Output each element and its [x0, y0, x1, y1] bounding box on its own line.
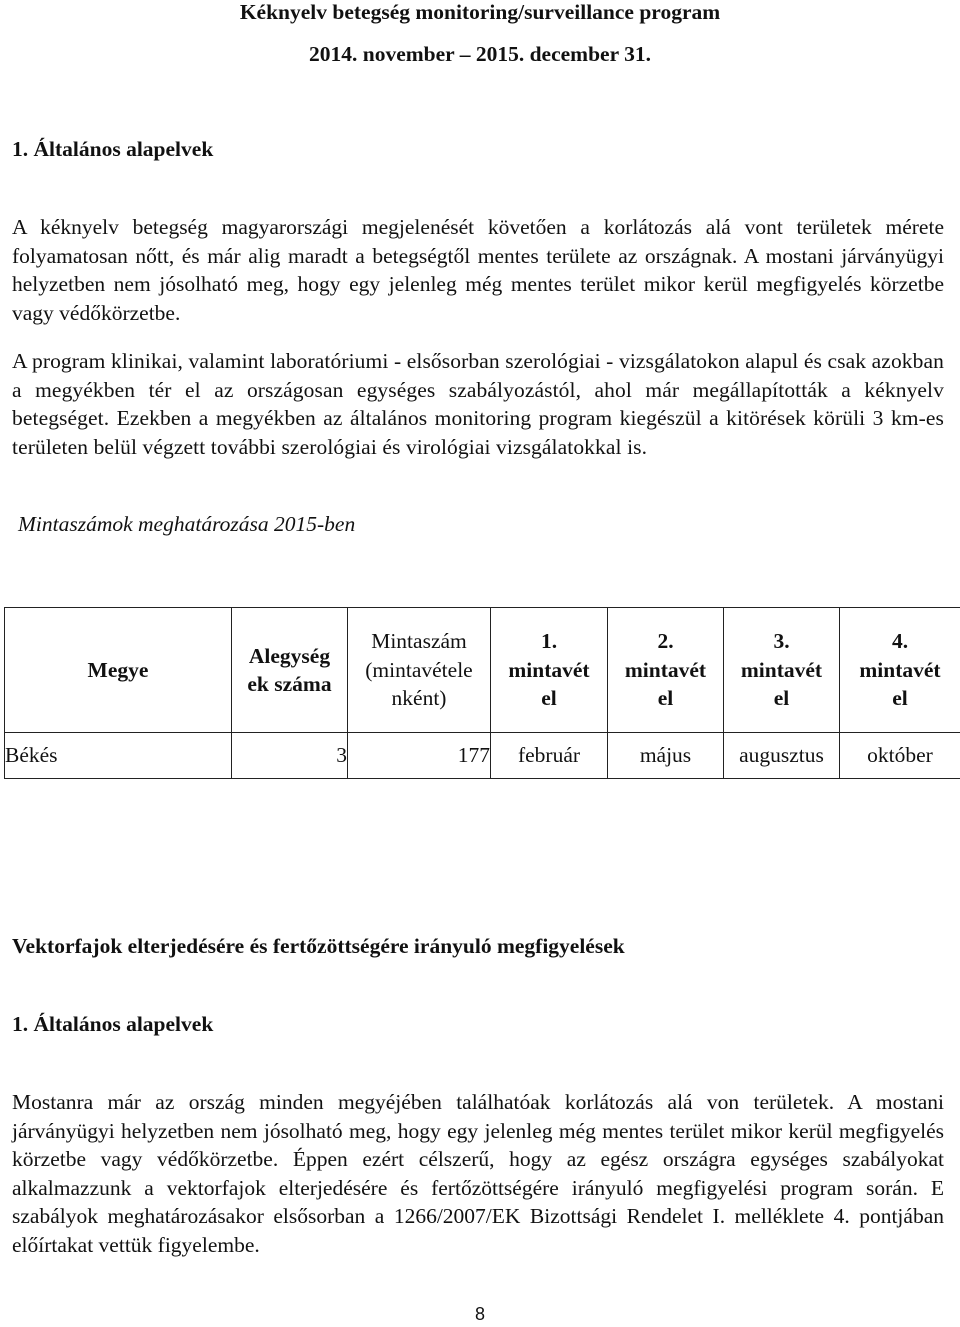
document-title: Kéknyelv betegség monitoring/surveillance program: [239, 0, 721, 24]
table-row: [5, 733, 960, 779]
table-header-row: [5, 608, 960, 733]
cell-sampling-4: október: [840, 733, 960, 779]
header-units: Alegység ek száma: [232, 608, 348, 733]
cell-samples: 177: [348, 733, 491, 779]
paragraph: A kéknyelv betegség magyarországi megjelenését követően a korlátozás alá vont területek mérete folyamatosan nőtt, és már alig maradt a betegségtől mentes területe az országnak. A mostani járványügyi helyzetben nem jósolható meg, hogy egy jelenleg még mentes terület mikor kerül megfigyelés körzetbe vagy védőkörzetbe.: [12, 215, 944, 325]
header-samples: Mintaszám (mintavétele nként): [348, 608, 491, 733]
header-sampling-4: 4. mintavét el: [840, 608, 960, 733]
sample-table: [4, 607, 960, 779]
cell-sampling-2: május: [608, 733, 724, 779]
paragraph: Mostanra már az ország minden megyéjében találhatóak korlátozás alá von területek. A mostani járványügyi helyzetben nem jósolható meg, hogy egy jelenleg még mentes terület mikor kerül megfigyelés körzetbe vagy védőkörzetbe. Éppen ezért célszerű, hogy az egész országra egységes szabályokat alkalmazzunk a vektorfajok elterjedésére és fertőzöttségére irányuló megfigyelési program során. E szabályok meghatározásakor elsősorban a 1266/2007/EK Bizottsági Rendelet I. melléklete 4. pontjában előírtakat vettük figyelembe.: [12, 1090, 944, 1257]
cell-sampling-3: augusztus: [724, 733, 840, 779]
cell-county: Békés: [5, 733, 232, 779]
cell-units: 3: [232, 733, 348, 779]
sample-count-subheading: Mintaszámok meghatározása 2015-ben: [18, 512, 356, 536]
section-heading: 1. Általános alapelvek: [12, 137, 214, 161]
header-sampling-3: 3. mintavét el: [724, 608, 840, 733]
page-number: 8: [474, 1304, 485, 1324]
paragraph: A program klinikai, valamint laboratóriumi - elsősorban szerológiai - vizsgálatokon alapul és csak azokban a megyékben tér el az országosan egységes szabályozástól, ahol már megállapították a kéknyelv betegséget. Ezekben a megyékben az általános monitoring program kiegészül a kitörések körüli 3 km-es területen belül végzett további szerológiai és virológiai vizsgálatokkal is.: [12, 349, 944, 459]
header-sampling-2: 2. mintavét el: [608, 608, 724, 733]
header-county: Megye: [5, 608, 232, 733]
header-sampling-1: 1. mintavét el: [491, 608, 608, 733]
document-period: 2014. november – 2015. december 31.: [309, 42, 651, 66]
section-heading: 1. Általános alapelvek: [12, 1012, 214, 1036]
vector-section-title: Vektorfajok elterjedésére és fertőzöttségére irányuló megfigyelések: [12, 934, 625, 958]
cell-sampling-1: február: [491, 733, 608, 779]
